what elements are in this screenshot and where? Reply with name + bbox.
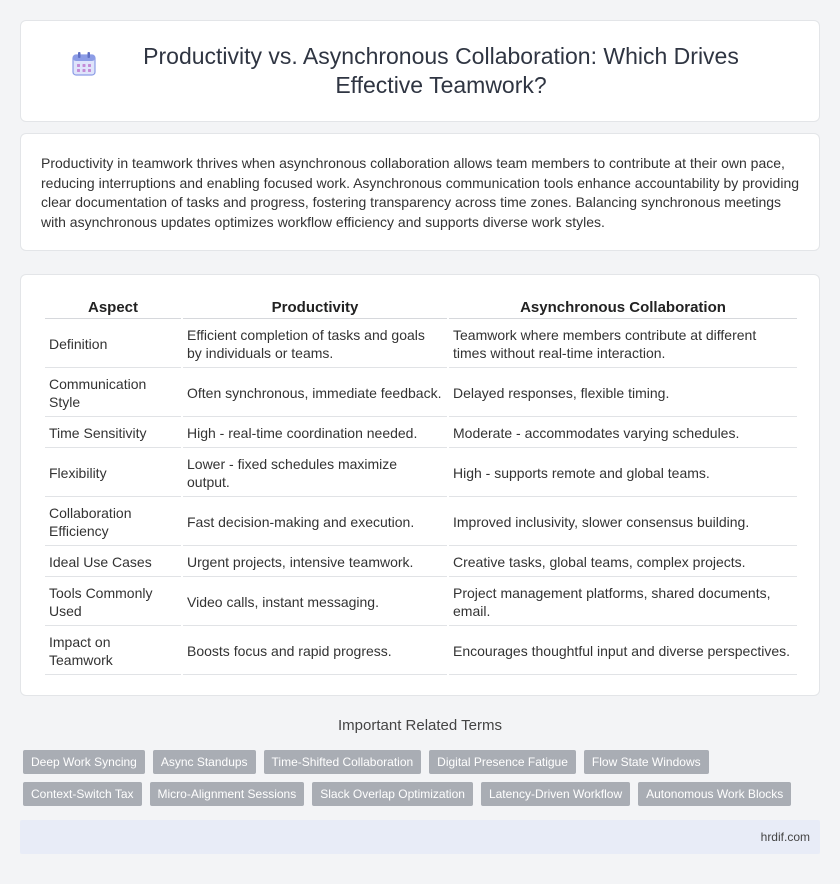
related-terms-heading: Important Related Terms: [338, 717, 502, 734]
table-row: [45, 546, 797, 577]
table-row: [45, 319, 797, 368]
page-title: Productivity vs. Asynchronous Collaboration: Which Drives Effective Teamwork?: [143, 43, 739, 98]
comparison-table: [43, 295, 799, 675]
table-cell: Ideal Use Cases: [45, 546, 181, 577]
table-cell: Lower - fixed schedules maximize output.: [183, 448, 447, 497]
tag-deep-work-syncing[interactable]: Deep Work Syncing: [23, 750, 145, 774]
table-row: [45, 368, 797, 417]
table-cell: Often synchronous, immediate feedback.: [183, 368, 447, 417]
tag-flow-state-windows[interactable]: Flow State Windows: [584, 750, 709, 774]
table-cell: Impact on Teamwork: [45, 626, 181, 675]
title-wrap: [70, 42, 770, 100]
tag-context-switch-tax[interactable]: Context-Switch Tax: [23, 782, 142, 806]
table-row: [45, 577, 797, 626]
table-cell: Boosts focus and rapid progress.: [183, 626, 447, 675]
table-cell: Fast decision-making and execution.: [183, 497, 447, 546]
header-aspect: Aspect: [45, 295, 181, 319]
table-cell: Encourages thoughtful input and diverse perspectives.: [449, 626, 797, 675]
table-cell: Collaboration Efficiency: [45, 497, 181, 546]
tag-row: [23, 750, 803, 774]
table-row: [45, 626, 797, 675]
table-row: [45, 497, 797, 546]
table-cell: Efficient completion of tasks and goals by individuals or teams.: [183, 319, 447, 368]
title-card: [20, 20, 820, 122]
comparison-card: [20, 274, 820, 696]
table-cell: Creative tasks, global teams, complex projects.: [449, 546, 797, 577]
table-cell: Moderate - accommodates varying schedules.: [449, 417, 797, 448]
table-row: [45, 448, 797, 497]
header-async: Asynchronous Collaboration: [449, 295, 797, 319]
table-cell: Delayed responses, flexible timing.: [449, 368, 797, 417]
table-cell: High - supports remote and global teams.: [449, 448, 797, 497]
tag-digital-presence-fatigue[interactable]: Digital Presence Fatigue: [429, 750, 576, 774]
table-cell: Project management platforms, shared documents, email.: [449, 577, 797, 626]
footer-site-link[interactable]: hrdif.com: [760, 830, 810, 844]
footer: [20, 820, 820, 854]
table-row: [45, 417, 797, 448]
related-terms-list: [23, 750, 803, 814]
tag-micro-alignment-sessions[interactable]: Micro-Alignment Sessions: [150, 782, 305, 806]
table-header-row: [45, 295, 797, 319]
tag-autonomous-work-blocks[interactable]: Autonomous Work Blocks: [638, 782, 791, 806]
table-cell: Teamwork where members contribute at different times without real-time interaction.: [449, 319, 797, 368]
tag-slack-overlap-optimization[interactable]: Slack Overlap Optimization: [312, 782, 473, 806]
tag-row: [23, 782, 803, 806]
table-cell: Urgent projects, intensive teamwork.: [183, 546, 447, 577]
table-cell: Video calls, instant messaging.: [183, 577, 447, 626]
table-cell: Tools Commonly Used: [45, 577, 181, 626]
header-productivity: Productivity: [183, 295, 447, 319]
intro-paragraph: Productivity in teamwork thrives when asynchronous collaboration allows team members to contribute at their own pace, reducing interruptions and enabling focused work. Asynchronous communication tools enhance accountability by providing clear documentation of tasks and progress, fostering transparency across time zones. Balancing synchronous meetings with asynchronous updates optimizes workflow efficiency and supports diverse work styles.: [41, 155, 800, 230]
table-cell: Definition: [45, 319, 181, 368]
tag-async-standups[interactable]: Async Standups: [153, 750, 256, 774]
table-cell: High - real-time coordination needed.: [183, 417, 447, 448]
table-cell: Flexibility: [45, 448, 181, 497]
table-cell: Improved inclusivity, slower consensus building.: [449, 497, 797, 546]
intro-card: [20, 133, 820, 251]
calendar-icon: [70, 50, 98, 78]
tag-latency-driven-workflow[interactable]: Latency-Driven Workflow: [481, 782, 630, 806]
tag-time-shifted-collaboration[interactable]: Time-Shifted Collaboration: [264, 750, 422, 774]
table-cell: Communication Style: [45, 368, 181, 417]
table-cell: Time Sensitivity: [45, 417, 181, 448]
